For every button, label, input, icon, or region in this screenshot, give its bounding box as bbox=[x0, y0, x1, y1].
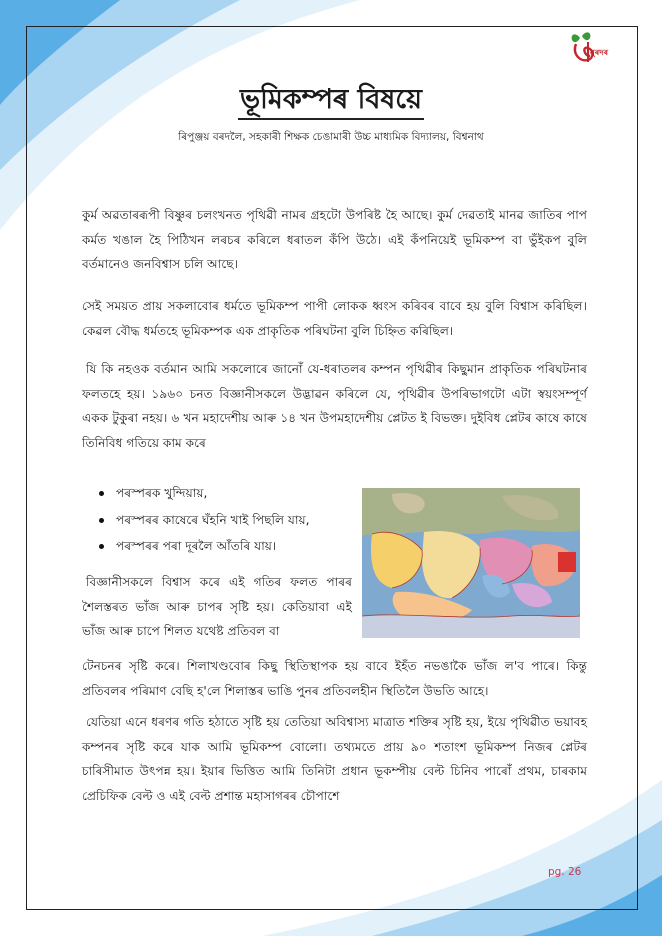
plate-motion-list bbox=[96, 480, 356, 560]
article-title-container bbox=[0, 84, 662, 120]
paragraph-4: বিজ্ঞানীসকলে বিশ্বাস কৰে এই গতিৰ ফলত পাৰৰ শৈলস্তৰত ভাঁজ আৰু চাপৰ সৃষ্টি হয়। কেতিয়াবা এই ভাঁজ আৰু চাপে শিলত যথেষ্ট প্ৰতিবল বা bbox=[82, 575, 352, 638]
list-item: পৰস্পৰক খুন্দিয়ায়, bbox=[96, 480, 356, 507]
list-item: পৰস্পৰৰ কাষেৰে ঘঁহনি খাই পিছলি যায়, bbox=[96, 507, 356, 534]
paragraph-6: যেতিয়া এনে ধৰণৰ গতি হঠাতে সৃষ্টি হয় তেতিয়া অবিশ্বাস্য মাত্ৰাত শক্তিৰ সৃষ্টি হয়, ইয়ে পৃথিৱীত ভয়াবহ কম্পনৰ সৃষ্টি কৰে যাক আমি ভূমিকম্প বোলো। তথ্যমতে প্ৰায় ৯০ শতাংশ ভূমিকম্প নিজৰ প্লেটৰ চাৰিসীমাত উৎপন্ন হয়। ইয়াৰ ভিত্তিত আমি তিনিটা প্ৰধান ভূকম্পীয় বেল্ট চিনিব পাৰোঁ প্ৰথম, চাৰকাম প্ৰেচিফিক বেল্ট ও এই বেল্ট প্ৰশান্ত মহাসাগৰৰ চৌপাশে bbox=[82, 715, 587, 803]
paragraph-5: টেনচনৰ সৃষ্টি কৰে। শিলাখণ্ডবোৰ কিছু স্থিতিস্থাপক হয় বাবে ইহঁত নভঙাকৈ ভাঁজ ল'ব পাৰে। কিন্তু প্ৰতিবলৰ পৰিমাণ বেছি হ'লে শিলাস্তৰ ভাঙি পুনৰ প্ৰতিবলহীন স্থিতিলৈ উভতি আহে। bbox=[82, 659, 587, 698]
author-line: ৰিপুঞ্জয় বৰদলৈ, সহকাৰী শিক্ষক চেঙামাৰী উচ্চ মাধ্যমিক বিদ্যালয়, বিশ্বনাথ bbox=[178, 131, 484, 143]
tectonic-plates-map-icon bbox=[362, 488, 580, 638]
paragraph-3: যি কি নহওক বৰ্তমান আমি সকলোৰে জানোঁ যে-ধৰাতলৰ কম্পন পৃথিৱীৰ কিছুমান প্ৰাকৃতিক পৰিঘটনাৰ ফলতহে হয়। ১৯৬০ চনত বিজ্ঞানীসকলে উদ্ভাৱন কৰিলে যে, পৃথিৱীৰ উপৰিভাগটো এটা স্বয়ংসম্পূৰ্ণ একক টুকুৰা নহয়। ৬ খন মহাদেশীয় আৰু ১৪ খন উপমহাদেশীয় প্লেটত ই বিভক্ত। দুইবিধ প্লেটৰ কাষে কাষে তিনিবিধ গতিয়ে কাম কৰে bbox=[82, 362, 587, 450]
page-number: pg. 26 bbox=[548, 866, 582, 878]
list-item: পৰস্পৰৰ পৰা দূৰলৈ আঁতৰি যায়। bbox=[96, 533, 356, 560]
logo-text: নুৰদৰ bbox=[590, 48, 608, 57]
article-title: ভূমিকম্পৰ বিষয়ে bbox=[238, 84, 424, 120]
paragraph-1: কুৰ্ম অৱতাৰৰূপী বিষ্ণুৰ চলংখনত পৃথিৱী নামৰ গ্ৰহটো উপৰিষ্ট হৈ আছে। কুৰ্ম দেৱতাই মানৱ জাতিৰ পাপ কৰ্মত খঙাল হৈ পিঠিখন লৰচৰ কৰিলে ধৰাতল কঁপি উঠে। এই কঁপনিয়েই ভূমিকম্প বা ভুঁইকপ বুলি বৰ্তমানেও জনবিশ্বাস চলি আছে। bbox=[82, 208, 587, 271]
paragraph-2: সেই সময়ত প্ৰায় সকলাবোৰ ধৰ্মতে ভূমিকম্প পাপী লোকক ধ্বংস কৰিবৰ বাবে হয় বুলি বিশ্বাস কৰিছিল। কেৱল বৌদ্ধ ধৰ্মতহে ভূমিকম্পক এক প্ৰাকৃতিক পৰিঘটনা বুলি চিহ্নিত কৰিছিল। bbox=[82, 299, 587, 338]
